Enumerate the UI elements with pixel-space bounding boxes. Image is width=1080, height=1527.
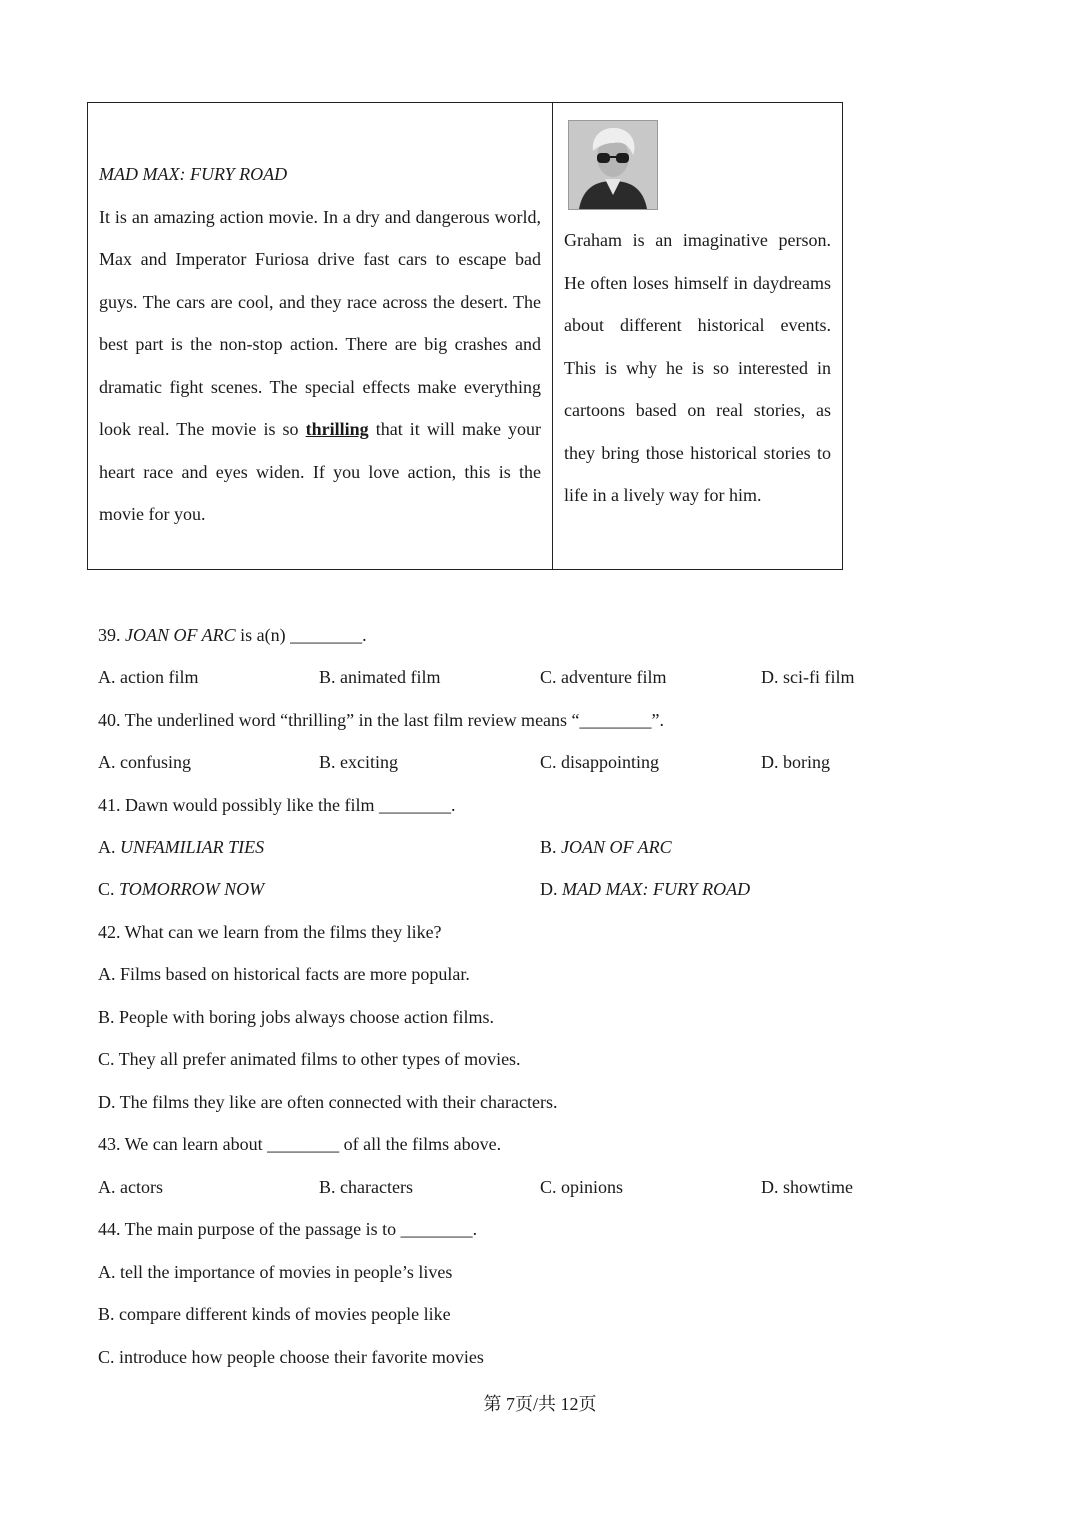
q41-option-b (540, 835, 672, 859)
q41-option-c-text: TOMORROW NOW (119, 879, 265, 899)
review-text-part-1: It is an amazing action movie. In a dry and dangerous world, Max and Imperator Furiosa drive fast cars to escape bad guys. The cars are cool, and they race across the desert. The best part is the non-stop action. There are big crashes and dramatic fight scenes. The special effects make everything look real. The movie is so (99, 206, 541, 439)
q44-option-a: A. tell the importance of movies in people’s lives (98, 1262, 453, 1282)
question-43: 43. We can learn about ________ of all the films above. (98, 1134, 502, 1154)
film-review-text (99, 196, 541, 536)
q39-option-d: D. sci-fi film (761, 667, 855, 687)
question-39-number: 39. (98, 625, 121, 645)
film-title: MAD MAX: FURY ROAD (99, 164, 288, 184)
question-39-tail: is a(n) ________. (235, 625, 367, 645)
q41-option-d-text: MAD MAX: FURY ROAD (562, 879, 751, 899)
question-39-film-title: JOAN OF ARC (125, 625, 236, 645)
q41-option-a-text: UNFAMILIAR TIES (120, 837, 265, 857)
q42-option-c: C. They all prefer animated films to other types of movies. (98, 1049, 521, 1069)
q44-option-c: C. introduce how people choose their favorite movies (98, 1347, 484, 1367)
q41-option-b-label: B. (540, 837, 562, 857)
q41-option-b-text: JOAN OF ARC (561, 837, 672, 857)
q41-option-d (540, 877, 750, 901)
q40-option-d: D. boring (761, 752, 830, 772)
question-39 (98, 623, 367, 647)
q39-option-b: B. animated film (319, 667, 441, 687)
q42-option-a: A. Films based on historical facts are more popular. (98, 964, 470, 984)
film-review-cell (88, 103, 553, 569)
q41-option-d-label: D. (540, 879, 562, 899)
question-42: 42. What can we learn from the films they like? (98, 922, 442, 942)
question-44: 44. The main purpose of the passage is to ________. (98, 1219, 478, 1239)
person-description: Graham is an imaginative person. He often loses himself in daydreams about different historical events. This is why he is so interested in cartoons based on real stories, as they bring those historical stories to life in a lively way for him. (564, 230, 831, 505)
q41-option-a-label: A. (98, 837, 120, 857)
review-text-part-2: that it will make your heart race and eyes widen. If you love action, this is the movie for you. (99, 419, 542, 524)
q39-option-a: A. action film (98, 667, 199, 687)
question-40: 40. The underlined word “thrilling” in the last film review means “________”. (98, 710, 665, 730)
q42-option-d: D. The films they like are often connected with their characters. (98, 1092, 558, 1112)
page-number-footer: 第 7页/共 12页 (483, 1394, 597, 1414)
person-portrait-image (569, 121, 657, 209)
q42-option-b: B. People with boring jobs always choose action films. (98, 1007, 494, 1027)
q43-option-c: C. opinions (540, 1177, 624, 1197)
underlined-word: thrilling (305, 419, 369, 439)
q40-option-c: C. disappointing (540, 752, 660, 772)
person-cell (553, 103, 842, 569)
q43-option-d: D. showtime (761, 1177, 853, 1197)
q41-option-c-label: C. (98, 879, 120, 899)
q39-option-c: C. adventure film (540, 667, 667, 687)
q40-option-b: B. exciting (319, 752, 398, 772)
q41-option-c (98, 877, 264, 901)
person-photo (568, 120, 658, 210)
review-table (87, 102, 843, 570)
q40-option-a: A. confusing (98, 752, 191, 772)
q43-option-a: A. actors (98, 1177, 163, 1197)
q43-option-b: B. characters (319, 1177, 413, 1197)
q44-option-b: B. compare different kinds of movies people like (98, 1304, 451, 1324)
q41-option-a (98, 835, 264, 859)
question-41: 41. Dawn would possibly like the film ________. (98, 795, 456, 815)
